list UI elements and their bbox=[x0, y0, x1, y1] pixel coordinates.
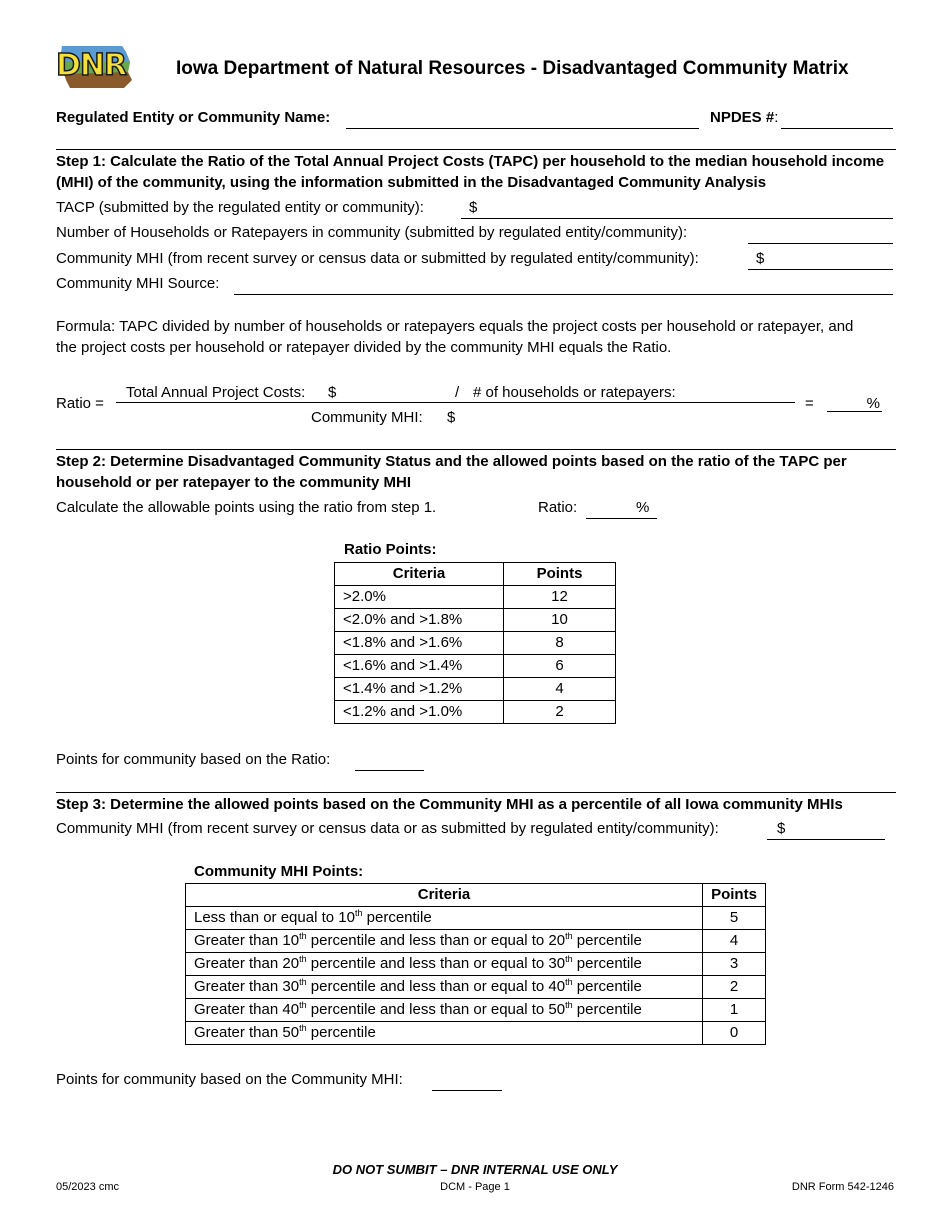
footer-page: DCM - Page 1 bbox=[440, 1181, 510, 1193]
mhi-points-label: Points for community based on the Community MHI: bbox=[56, 1071, 403, 1088]
ratio-label: Ratio = bbox=[56, 395, 104, 412]
points-cell: 2 bbox=[703, 976, 766, 999]
criteria-cell: <1.4% and >1.2% bbox=[335, 678, 504, 701]
entity-name-label: Regulated Entity or Community Name: bbox=[56, 109, 331, 126]
households-fraction-label: # of households or ratepayers: bbox=[473, 384, 676, 401]
step1-heading-line2: (MHI) of the community, using the information submitted in the Disadvantaged Community Analysis bbox=[56, 174, 767, 191]
tapc-fraction-label: Total Annual Project Costs: bbox=[126, 384, 306, 401]
mhi-points-table bbox=[185, 883, 766, 1045]
points-cell: 1 bbox=[703, 999, 766, 1022]
criteria-cell: >2.0% bbox=[335, 586, 504, 609]
fraction-slash: / bbox=[455, 384, 460, 401]
page-title: Iowa Department of Natural Resources - Disadvantaged Community Matrix bbox=[176, 58, 849, 79]
criteria-cell: Greater than 10th percentile and less than or equal to 20th percentile bbox=[186, 930, 703, 953]
ratio-points-field[interactable] bbox=[355, 750, 424, 771]
npdes-field[interactable] bbox=[781, 108, 893, 129]
table-row bbox=[335, 655, 616, 678]
step3-mhi-label: Community MHI (from recent survey or census data or as submitted by regulated entity/community): bbox=[56, 820, 719, 837]
points-cell: 5 bbox=[703, 907, 766, 930]
dollar-sign: $ bbox=[777, 820, 786, 837]
column-header-criteria: Criteria bbox=[186, 884, 703, 907]
mhi-field[interactable] bbox=[748, 249, 893, 270]
step2-ratio-label: Ratio: bbox=[538, 499, 578, 516]
households-field[interactable] bbox=[748, 223, 893, 244]
ratio-result-field[interactable] bbox=[827, 393, 882, 412]
footer-date: 05/2023 cmc bbox=[56, 1181, 119, 1193]
criteria-cell: Greater than 40th percentile and less than or equal to 50th percentile bbox=[186, 999, 703, 1022]
column-header-criteria: Criteria bbox=[335, 563, 504, 586]
criteria-cell: Greater than 50th percentile bbox=[186, 1022, 703, 1045]
table-row bbox=[335, 678, 616, 701]
points-cell: 2 bbox=[504, 701, 616, 724]
npdes-label: NPDES #: bbox=[710, 109, 779, 126]
ratio-points-title: Ratio Points: bbox=[344, 541, 437, 558]
column-header-points: Points bbox=[703, 884, 766, 907]
criteria-cell: <1.2% and >1.0% bbox=[335, 701, 504, 724]
ratio-points-table bbox=[334, 562, 616, 724]
fraction-bar bbox=[116, 402, 795, 403]
step2-ratio-field[interactable] bbox=[586, 498, 657, 519]
formula-line2: the project costs per household or ratepayer divided by the community MHI equals the Ratio. bbox=[56, 339, 672, 356]
mhi-points-title: Community MHI Points: bbox=[194, 863, 364, 880]
mhi-source-field[interactable] bbox=[234, 274, 893, 295]
step2-heading-line1: Step 2: Determine Disadvantaged Community Status and the allowed points based on the ratio of the TAPC per bbox=[56, 453, 847, 470]
households-label: Number of Households or Ratepayers in community (submitted by regulated entity/community): bbox=[56, 224, 688, 241]
step2-calc-label: Calculate the allowable points using the ratio from step 1. bbox=[56, 499, 437, 516]
tacp-label: TACP (submitted by the regulated entity or community): bbox=[56, 199, 424, 216]
criteria-cell: <1.6% and >1.4% bbox=[335, 655, 504, 678]
criteria-cell: <2.0% and >1.8% bbox=[335, 609, 504, 632]
dollar-sign: $ bbox=[756, 250, 765, 267]
tapc-fraction-dollar: $ bbox=[328, 384, 337, 401]
mhi-label: Community MHI (from recent survey or census data or submitted by regulated entity/community): bbox=[56, 250, 699, 267]
tacp-field[interactable] bbox=[461, 198, 893, 219]
logo-text: DNR bbox=[56, 48, 127, 83]
points-cell: 3 bbox=[703, 953, 766, 976]
dollar-sign: $ bbox=[469, 199, 478, 216]
criteria-cell: Greater than 20th percentile and less than or equal to 30th percentile bbox=[186, 953, 703, 976]
percent-sign: % bbox=[866, 395, 880, 412]
points-cell: 6 bbox=[504, 655, 616, 678]
table-row bbox=[335, 701, 616, 724]
internal-use-notice: DO NOT SUMBIT – DNR INTERNAL USE ONLY bbox=[332, 1162, 618, 1177]
table-row bbox=[335, 586, 616, 609]
points-cell: 4 bbox=[703, 930, 766, 953]
equals-sign: = bbox=[805, 395, 814, 412]
column-header-points: Points bbox=[504, 563, 616, 586]
points-cell: 10 bbox=[504, 609, 616, 632]
footer-form: DNR Form 542-1246 bbox=[791, 1181, 894, 1193]
criteria-cell: Less than or equal to 10th percentile bbox=[186, 907, 703, 930]
step1-heading-line1: Step 1: Calculate the Ratio of the Total Annual Project Costs (TAPC) per household to the median household income bbox=[56, 153, 885, 170]
table-row bbox=[186, 907, 766, 930]
points-cell: 12 bbox=[504, 586, 616, 609]
formula-line1: Formula: TAPC divided by number of households or ratepayers equals the project costs per household or ratepayer, and bbox=[56, 318, 854, 335]
mhi-fraction-label: Community MHI: bbox=[311, 409, 423, 426]
table-row bbox=[335, 609, 616, 632]
divider bbox=[56, 792, 896, 793]
table-row bbox=[186, 1022, 766, 1045]
percent-sign: % bbox=[636, 499, 650, 516]
points-cell: 0 bbox=[703, 1022, 766, 1045]
step3-mhi-field[interactable] bbox=[767, 819, 885, 840]
divider bbox=[56, 149, 896, 150]
criteria-cell: Greater than 30th percentile and less than or equal to 40th percentile bbox=[186, 976, 703, 999]
mhi-fraction-dollar: $ bbox=[447, 409, 456, 426]
mhi-source-label: Community MHI Source: bbox=[56, 275, 220, 292]
ratio-points-label: Points for community based on the Ratio: bbox=[56, 751, 331, 768]
step2-heading-line2: household or per ratepayer to the community MHI bbox=[56, 474, 412, 491]
step3-heading: Step 3: Determine the allowed points based on the Community MHI as a percentile of all Iowa community MHIs bbox=[56, 796, 843, 813]
table-row bbox=[335, 632, 616, 655]
points-cell: 8 bbox=[504, 632, 616, 655]
table-row bbox=[186, 930, 766, 953]
criteria-cell: <1.8% and >1.6% bbox=[335, 632, 504, 655]
divider bbox=[56, 449, 896, 450]
entity-name-field[interactable] bbox=[346, 108, 699, 129]
table-row bbox=[186, 976, 766, 999]
mhi-points-field[interactable] bbox=[432, 1070, 502, 1091]
table-row bbox=[186, 953, 766, 976]
points-cell: 4 bbox=[504, 678, 616, 701]
dnr-logo bbox=[56, 42, 136, 94]
table-row bbox=[186, 999, 766, 1022]
